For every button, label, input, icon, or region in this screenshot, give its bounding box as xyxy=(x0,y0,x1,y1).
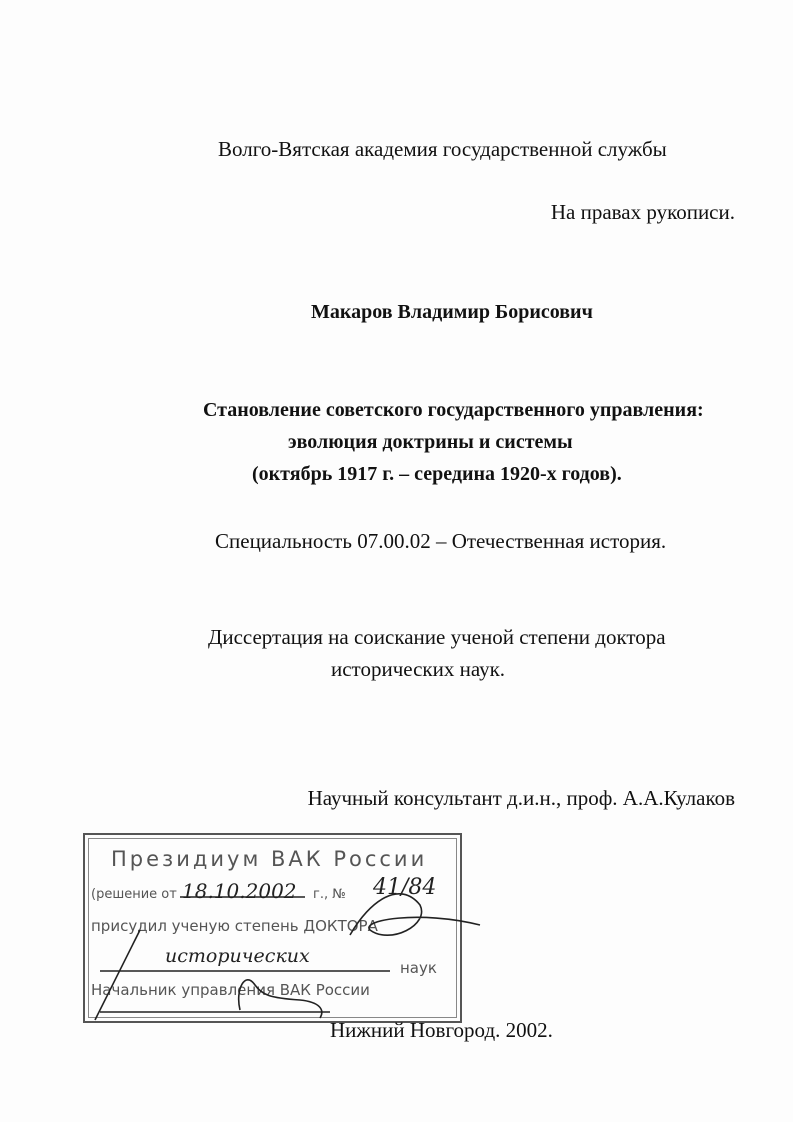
author-name: Макаров Владимир Борисович xyxy=(311,301,593,323)
manuscript-note: На правах рукописи. xyxy=(550,200,735,224)
stamp-decision-prefix: (решение от xyxy=(91,887,177,902)
institution: Волго-Вятская академия государственной службы xyxy=(218,137,667,161)
stamp-awarded: присудил ученую степень ДОКТОРА xyxy=(91,917,378,935)
vak-stamp xyxy=(83,833,462,1023)
specialty: Специальность 07.00.02 – Отечественная история. xyxy=(215,529,667,553)
consultant: Научный консультант д.и.н., проф. А.А.Кулаков xyxy=(307,786,735,810)
title-line-2: эволюция доктрины и системы xyxy=(288,431,573,453)
title-line-1: Становление советского государственного управления: xyxy=(203,399,704,421)
stamp-decision-date: 18.10.2002 xyxy=(182,879,297,903)
place-year: Нижний Новгород. 2002. xyxy=(330,1018,553,1042)
stamp-field-suffix: наук xyxy=(400,959,437,977)
stamp-header: Президиум ВАК России xyxy=(111,847,428,871)
stamp-decision-number: 41/84 xyxy=(373,875,437,900)
degree-line-2: исторических наук. xyxy=(331,657,506,681)
title-line-3: (октябрь 1917 г. – середина 1920-х годов). xyxy=(252,463,622,485)
stamp-decision-mid: г., № xyxy=(313,887,346,902)
degree-line-1: Диссертация на соискание ученой степени доктора xyxy=(208,625,666,649)
stamp-field-handwritten: исторических xyxy=(165,945,310,967)
stamp-chief: Начальник управления ВАК России xyxy=(91,981,370,999)
